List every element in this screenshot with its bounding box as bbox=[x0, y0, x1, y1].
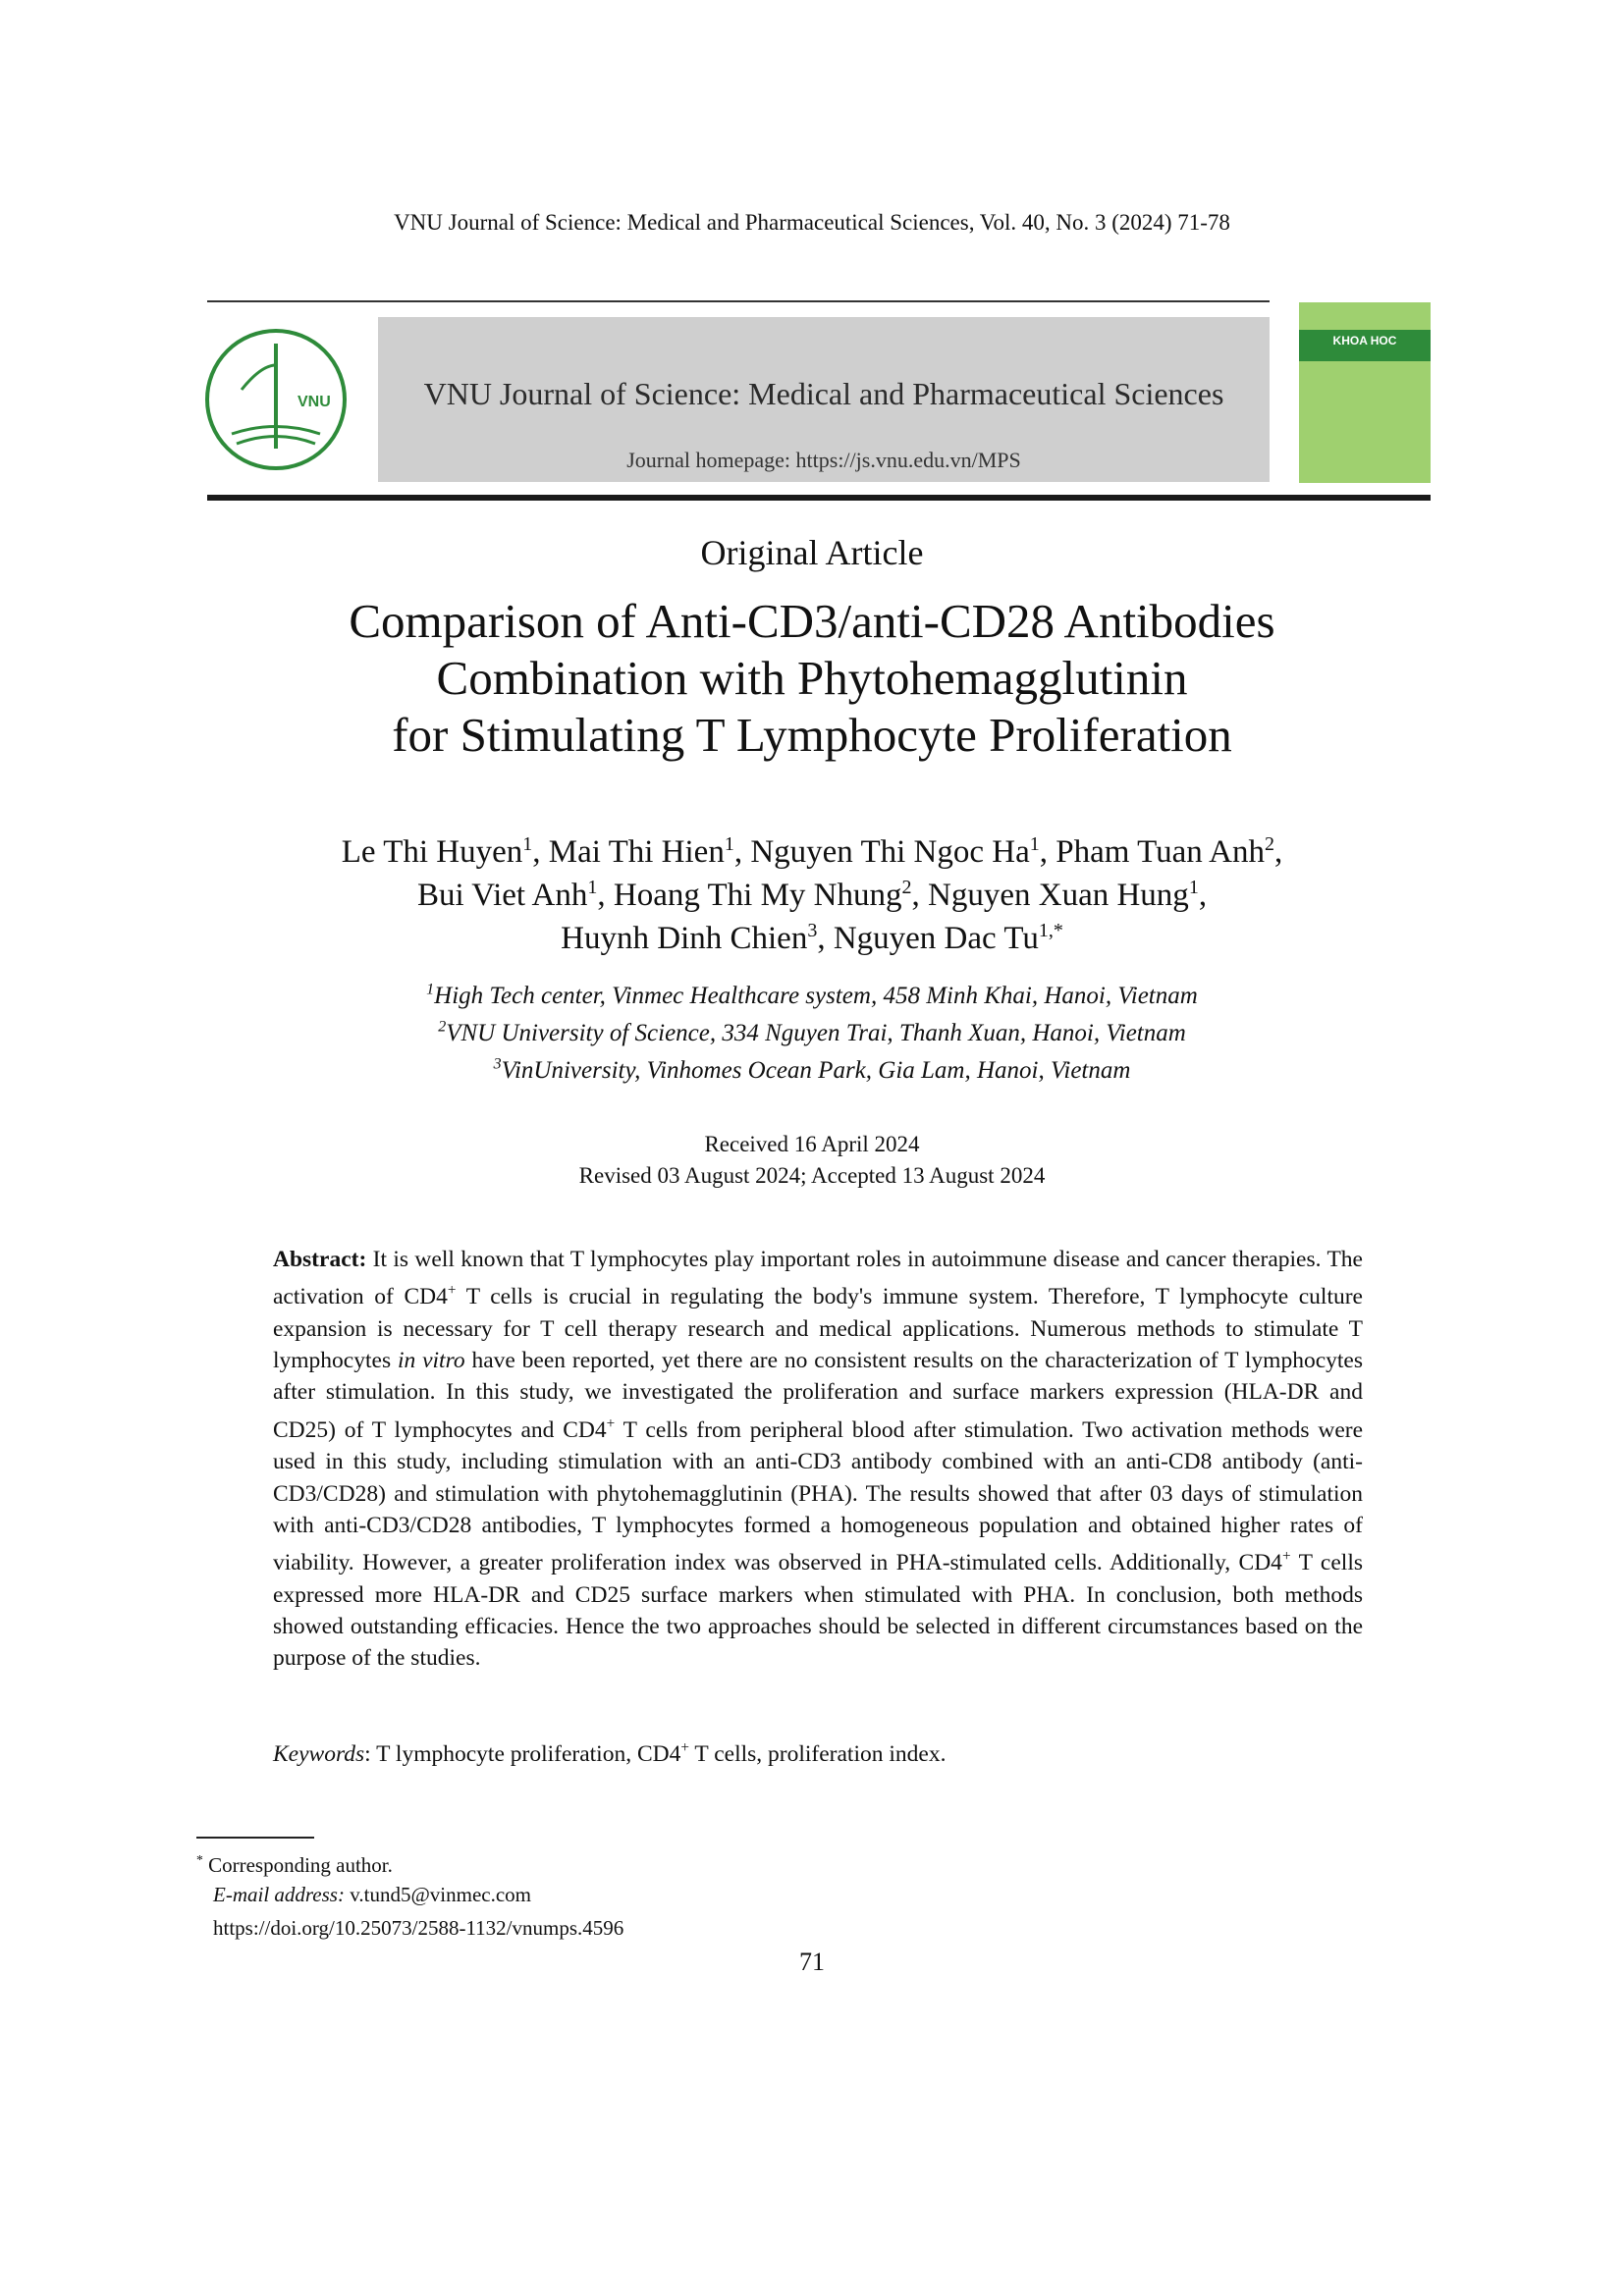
keywords: Keywords: T lymphocyte proliferation, CD4+ T cells, proliferation index. bbox=[273, 1739, 947, 1767]
article-dates bbox=[0, 1129, 1624, 1192]
author: Nguyen Xuan Hung bbox=[928, 878, 1189, 913]
affiliation: $^3$VinUniversity, Vinhomes Ocean Park, Gia Lam, Hanoi, Vietnam bbox=[493, 1055, 1131, 1084]
doi-link[interactable]: https://doi.org/10.25073/2588-1132/vnumps.4596 bbox=[213, 1916, 624, 1940]
journal-cover-text: KHOA HOC bbox=[1332, 334, 1397, 347]
banner-journal-name: VNU Journal of Science: Medical and Pharmaceutical Sciences bbox=[423, 376, 1224, 411]
author: Huynh Dinh Chien bbox=[561, 921, 808, 956]
running-head: VNU Journal of Science: Medical and Pharmaceutical Sciences, Vol. 40, No. 3 (2024) 71-78 bbox=[394, 210, 1230, 235]
author: Nguyen Dac Tu bbox=[833, 921, 1039, 956]
article-title bbox=[0, 593, 1624, 764]
page-number: 71 bbox=[799, 1948, 825, 1976]
affiliation: $^1$High Tech center, Vinmec Healthcare system, 458 Minh Khai, Hanoi, Vietnam bbox=[426, 981, 1198, 1009]
banner-top-rule bbox=[207, 300, 1270, 302]
author-line: Huynh Dinh Chien$^3$, Nguyen Dac $Tu^{1,*}$ bbox=[561, 920, 1063, 956]
title-line: Comparison of Anti-CD3/anti-CD28 Antibodies bbox=[349, 594, 1275, 648]
journal-logo-icon bbox=[202, 326, 350, 473]
corresponding-author-note: * Corresponding author. bbox=[196, 1852, 393, 1877]
abstract-label: Abstract: bbox=[273, 1247, 367, 1272]
email-line: E-mail address: v.tund5@vinmec.com bbox=[213, 1883, 531, 1906]
author: Le Thi Huyen bbox=[341, 834, 523, 870]
author: Nguyen Thi Ngoc Ha bbox=[750, 834, 1030, 870]
banner-homepage[interactable]: Journal homepage: https://js.vnu.edu.vn/MPS bbox=[626, 448, 1021, 472]
author: Hoang Thi My Nhung bbox=[613, 878, 902, 913]
logo-text: VNU bbox=[298, 394, 331, 410]
author: Mai Thi Hien bbox=[548, 834, 725, 870]
author: Bui Viet Anh bbox=[416, 878, 588, 913]
author-list bbox=[0, 830, 1624, 1090]
email-address[interactable]: v.tund5@vinmec.com bbox=[344, 1883, 531, 1906]
footnote-rule bbox=[196, 1837, 314, 1839]
revised-accepted-date: Revised 03 August 2024; Accepted 13 August 2024 bbox=[578, 1163, 1046, 1188]
banner-bottom-rule bbox=[207, 495, 1431, 501]
title-line: for Stimulating T Lymphocyte Proliferation bbox=[392, 708, 1232, 762]
abstract: Abstract: It is well known that T lymphocytes play important roles in autoimmune disease and cancer therapies. The activation of CD4+ T cells is crucial in regulating the body's immune system. Therefore, T lymphocyte culture expansion is necessary for T cell therapy research and medical applications. Numerous methods to stimulate T lymphocytes in vitro have been reported, yet there are no consistent results on the characterization of T lymphocytes after stimulation. In this study, we investigated the proliferation and surface markers expression (HLA-DR and CD25) of T lymphocytes and CD4+ T cells from peripheral blood after stimulation. Two activation methods were used in this study, including stimulation with an anti-CD3 antibody combined with an anti-CD8 antibody (anti-CD3/CD28) and stimulation with phytohemagglutinin (PHA). The results showed that after 03 days of stimulation with anti-CD3/CD28 antibodies, T lymphocytes formed a homogeneous population and obtained higher rates of viability. However, a greater proliferation index was observed in PHA-stimulated cells. Additionally, CD4+ T cells expressed more HLA-DR and CD25 surface markers when stimulated with PHA. In conclusion, both methods showed outstanding efficacies. Hence the two approaches should be selected in different circumstances based on the purpose of the studies. bbox=[273, 1247, 1363, 1672]
footnote bbox=[196, 1845, 531, 1909]
keywords-label: Keywords bbox=[273, 1740, 365, 1767]
author-line: Le Thi Huyen$^1$, Mai Thi Hien$^1$, Nguyen Thi Ngoc Ha$^1$, Pham Tuan Anh$^2$, bbox=[341, 833, 1283, 870]
author-line: Bui Viet Anh$^1$, Hoang Thi My Nhung$^2$, Nguyen Xuan Hung$^1$, bbox=[416, 877, 1208, 913]
received-date: Received 16 April 2024 bbox=[704, 1132, 920, 1156]
author: Pham Tuan Anh bbox=[1056, 834, 1265, 870]
article-type: Original Article bbox=[700, 533, 924, 572]
affiliation: $^2$VNU University of Science, 334 Nguyen Trai, Thanh Xuan, Hanoi, Vietnam bbox=[438, 1018, 1186, 1046]
title-line: Combination with Phytohemagglutinin bbox=[436, 651, 1188, 705]
